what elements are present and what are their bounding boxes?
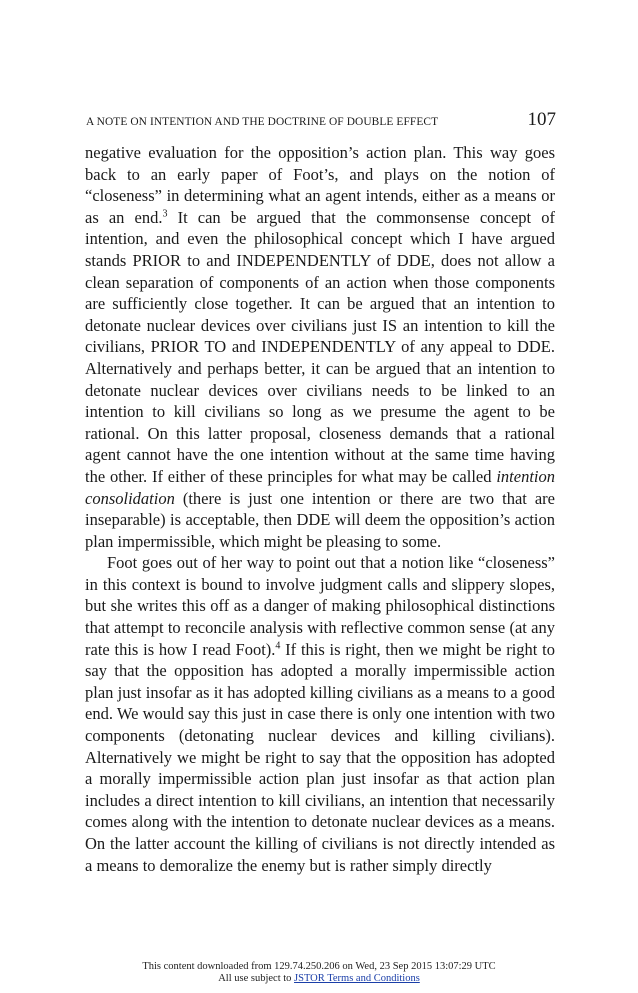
paragraph-2-text-b: If this is right, then we might be right to say that the opposition has adopted a morally impermissible action plan just insofar as it has adopted killing civilians as a means to a good end. We would say this just in case there is only one intention with two components (detonating nuclear devices and killing civilians). Alternatively we might be right to say that the opposition has adopted a morally impermissible action plan just insofar as that action plan includes a direct intention to kill civilians, an intention that necessarily comes along with the intention to detonate nuclear devices as a means. On the latter account the killing of civilians is not directly intended as a means to demoralize the enemy but is rather simply directly [85,639,555,875]
footnote-ref-3: 3 [162,208,168,220]
page-number: 107 [527,109,556,130]
download-notice: This content downloaded from 129.74.250.206 on Wed, 23 Sep 2015 13:07:29 UTC [142,961,496,972]
paragraph-1 [85,142,555,552]
running-header [86,110,556,134]
article-body [85,142,555,876]
paragraph-1-text-b: It can be argued that the commonsense concept of intention, and even the philosophical concept which I have argued stands PRIOR to and INDEPENDENTLY of DDE, does not allow a clean separation of components of an action when those components are sufficiently close together. It can be argued that an intention to detonate nuclear devices over civilians just IS an intention to kill the civilians, PRIOR TO and INDEPENDENTLY of any appeal to DDE. Alternatively and perhaps better, it can be argued that an intention to detonate nuclear devices over civilians needs to be linked to an intention to kill civilians so long as we presume the agent to be rational. On this latter proposal, closeness demands that a rational agent cannot have the one intention without at the same time having the other. If either of these principles for what may be called [85,207,555,486]
paragraph-2-text-a: Foot goes out of her way to point out that a notion like “closeness” in this context is bound to involve judgment calls and slippery slopes, but she writes this off as a danger of making philosophical distinctions that attempt to reconcile analysis with reflective common sense (at any rate this is how I read Foot). [85,553,555,659]
terms-prefix: All use subject to [218,972,295,984]
paragraph-2 [85,552,555,876]
footnote-ref-4: 4 [275,640,281,652]
download-footer [0,961,638,984]
paragraph-1-text-c: (there is just one intention or there are two that are inseparable) is acceptable, then DDE will deem the opposition’s action plan impermissible, which might be pleasing to some. [85,488,555,551]
paragraph-1-text-a: negative evaluation for the opposition’s action plan. This way goes back to an early paper of Foot’s, and plays on the notion of “closeness” in determining what an agent intends, either as a means or as an end. [85,143,555,227]
jstor-terms-link[interactable]: JSTOR Terms and Conditions [294,972,420,984]
running-head-title: A NOTE ON INTENTION AND THE DOCTRINE OF DOUBLE EFFECT [86,116,439,128]
terms-notice [0,973,638,985]
italic-term: intention consolidation [85,466,555,508]
